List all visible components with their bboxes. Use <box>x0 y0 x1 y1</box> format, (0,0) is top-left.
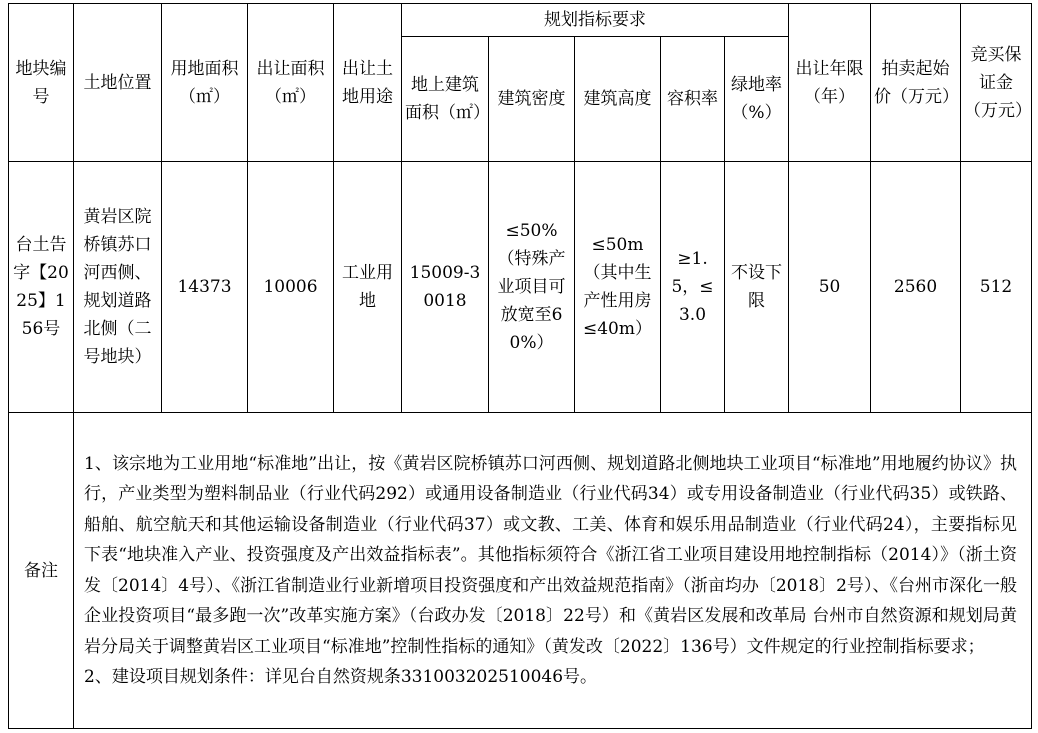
header-location: 土地位置 <box>74 4 162 162</box>
header-density: 建筑密度 <box>489 37 575 162</box>
header-green: 绿地率（%） <box>725 37 789 162</box>
cell-far: ≥1.5，≤3.0 <box>661 162 725 413</box>
cell-location: 黄岩区院桥镇苏口河西侧、规划道路北侧（二号地块） <box>74 162 162 413</box>
header-building-area: 地上建筑面积（㎡） <box>402 37 489 162</box>
header-transfer-area: 出让面积（㎡） <box>248 4 334 162</box>
cell-deposit: 512 <box>961 162 1032 413</box>
notes-row <box>9 413 1032 729</box>
notes-content <box>74 413 1032 729</box>
header-planning-group: 规划指标要求 <box>402 4 789 37</box>
header-land-area: 用地面积（㎡） <box>162 4 248 162</box>
cell-height: ≤50m（其中生产性用房≤40m） <box>575 162 661 413</box>
header-far: 容积率 <box>661 37 725 162</box>
data-row <box>9 162 1032 413</box>
cell-use: 工业用地 <box>334 162 402 413</box>
header-deposit: 竞买保证金（万元） <box>961 4 1032 162</box>
cell-green: 不设下限 <box>725 162 789 413</box>
header-use: 出让土地用途 <box>334 4 402 162</box>
notes-label: 备注 <box>9 413 74 729</box>
header-height: 建筑高度 <box>575 37 661 162</box>
cell-building-area: 15009-30018 <box>402 162 489 413</box>
note-item-1: 1、该宗地为工业用地“标准地”出让，按《黄岩区院桥镇苏口河西侧、规划道路北侧地块工业项目“标准地”用地履约协议》执行，产业类型为塑料制品业（行业代码292）或通用设备制造业（行业代码34）或专用设备制造业（行业代码35）或铁路、船舶、航空航天和其他运输设备制造业（行业代码37）或文教、工美、体育和娱乐用品制造业（行业代码24），主要指标见下表“地块准入产业、投资强度及产出效益指标表”。其他指标须符合《浙江省工业项目建设用地控制指标（2014）》（浙土资发〔2014〕4号）、《浙江省制造业行业新增项目投资强度和产出效益规范指南》（浙亩均办〔2018〕2号）、《台州市深化一般企业投资项目“最多跑一次”改革实施方案》（台政办发〔2018〕22号）和《黄岩区发展和改革局 台州市自然资源和规划局黄岩分局关于调整黄岩区工业项目“标准地”控制性指标的通知》（黄发改〔2022〕136号）文件规定的行业控制指标要求； <box>84 453 1018 657</box>
cell-density: ≤50%（特殊产业项目可放宽至60%） <box>489 162 575 413</box>
header-row-1 <box>9 4 1032 37</box>
header-term: 出让年限（年） <box>789 4 871 162</box>
header-start-price: 拍卖起始价（万元） <box>871 4 961 162</box>
cell-term: 50 <box>789 162 871 413</box>
cell-land-area: 14373 <box>162 162 248 413</box>
land-parcel-table <box>8 3 1032 729</box>
cell-transfer-area: 10006 <box>248 162 334 413</box>
header-parcel-no: 地块编号 <box>9 4 74 162</box>
cell-start-price: 2560 <box>871 162 961 413</box>
cell-parcel-no: 台土告字【2025】156号 <box>9 162 74 413</box>
note-item-2: 2、建设项目规划条件：详见台自然资规条331003202510046号。 <box>84 667 598 687</box>
